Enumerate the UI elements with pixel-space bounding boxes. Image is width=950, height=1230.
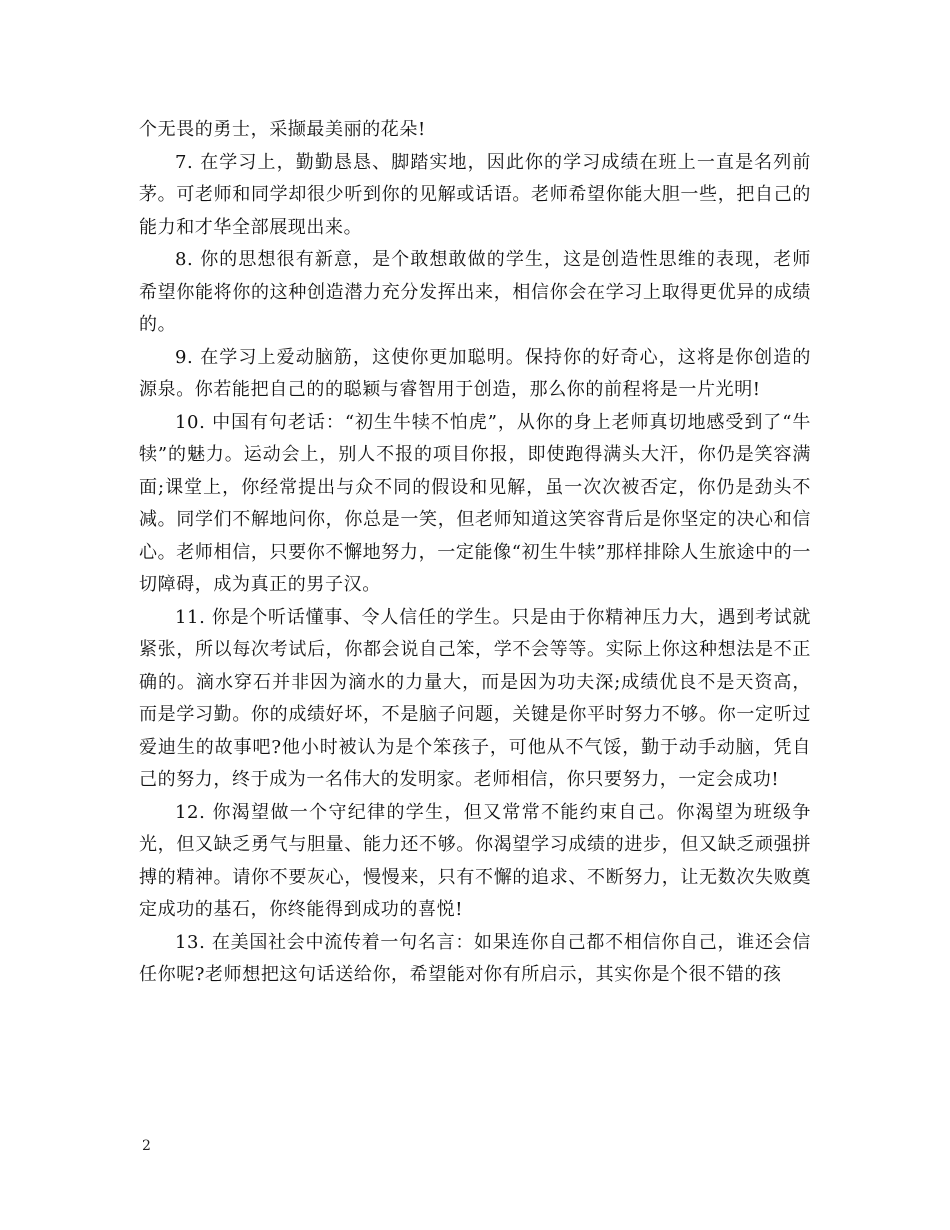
page-body (139, 114, 811, 992)
paragraph-item-11: 11. 你是个听话懂事、令人信任的学生。只是由于你精神压力大，遇到考试就紧张，所以每次考试后，你都会说自己笨，学不会等等。实际上你这种想法是不正确的。滴水穿石并非因为滴水的力量大，而是因为功夫深;成绩优良不是天资高，而是学习勤。你的成绩好坏，不是脑子问题，关键是你平时努力不够。你一定听过爱迪生的故事吧?他小时被认为是个笨孩子，可他从不气馁，勤于动手动脑，凭自己的努力，终于成为一名伟大的发明家。老师相信，你只要努力，一定会成功! (139, 606, 811, 790)
paragraph-item-9: 9. 在学习上爱动脑筋，这使你更加聪明。保持你的好奇心，这将是你创造的源泉。你若能把自己的的聪颖与睿智用于创造，那么你的前程将是一片光明! (139, 346, 811, 400)
paragraph-item-7: 7. 在学习上，勤勤恳恳、脚踏实地，因此你的学习成绩在班上一直是名列前茅。可老师和同学却很少听到你的见解或话语。老师希望你能大胆一些，把自己的能力和才华全部展现出来。 (139, 151, 811, 238)
paragraph-item-10: 10. 中国有句老话：“初生牛犊不怕虎”，从你的身上老师真切地感受到了“牛犊”的魅力。运动会上，别人不报的项目你报，即使跑得满头大汗，你仍是笑容满面;课堂上，你经常提出与众不同的假设和见解，虽一次次被否定，你仍是劲头不减。同学们不解地问你，你总是一笑，但老师知道这笑容背后是你坚定的决心和信心。老师相信，只要你不懈地努力，一定能像“初生牛犊”那样排除人生旅途中的一切障碍，成为真正的男子汉。 (139, 411, 811, 595)
paragraph-continuation: 个无畏的勇士，采撷最美丽的花朵! (139, 119, 426, 140)
paragraph-item-8: 8. 你的思想很有新意，是个敢想敢做的学生，这是创造性思维的表现，老师希望你能将你的这种创造潜力充分发挥出来，相信你会在学习上取得更优异的成绩的。 (139, 249, 811, 335)
paragraph-item-13: 13. 在美国社会中流传着一句名言：如果连你自己都不相信你自己，谁还会信任你呢?老师想把这句话送给你，希望能对你有所启示，其实你是个很不错的孩 (139, 931, 811, 985)
page-number: 2 (142, 1138, 151, 1154)
paragraph-item-12: 12. 你渴望做一个守纪律的学生，但又常常不能约束自己。你渴望为班级争光，但又缺乏勇气与胆量、能力还不够。你渴望学习成绩的进步，但又缺乏顽强拼搏的精神。请你不要灰心，慢慢来，只有不懈的追求、不断努力，让无数次失败奠定成功的基石，你终能得到成功的喜悦! (139, 801, 811, 920)
